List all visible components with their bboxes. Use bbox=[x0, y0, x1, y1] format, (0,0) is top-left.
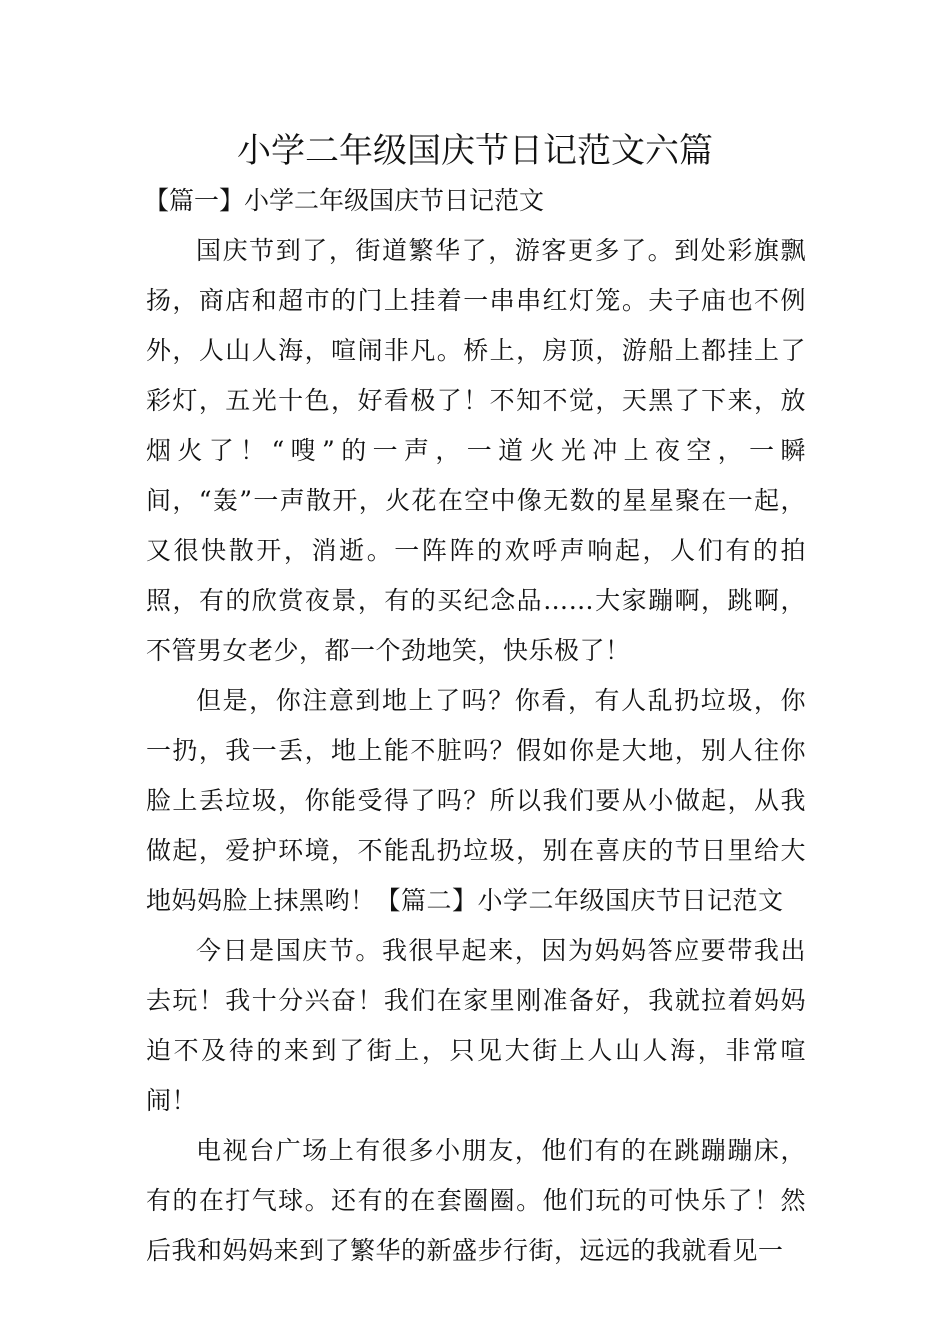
paragraph-2: 但是，你注意到地上了吗？你看，有人乱扔垃圾，你一扔，我一丢，地上能不脏吗？假如你是大地，别人往你脸上丢垃圾，你能受得了吗？所以我们要从小做起，从我做起，爱护环境，不能乱扔垃圾，别在喜庆的节日里给大地妈妈脸上抹黑哟！【篇二】小学二年级国庆节日记范文 bbox=[146, 686, 806, 915]
paragraph-4: 电视台广场上有很多小朋友，他们有的在跳蹦蹦床，有的在打气球。还有的在套圈圈。他们玩的可快乐了！然后我和妈妈来到了繁华的新盛步行街，远远的我就看见一 bbox=[146, 1136, 806, 1265]
paragraph-1: 国庆节到了，街道繁华了，游客更多了。到处彩旗飘扬，商店和超市的门上挂着一串串红灯笼。夫子庙也不例外，人山人海，喧闹非凡。桥上，房顶，游船上都挂上了彩灯，五光十色，好看极了！不知不觉，天黑了下来，放烟火了！“嗖”的一声，一道火光冲上夜空，一瞬间，“轰”一声散开，火花在空中像无数的星星聚在一起，又很快散开，消逝。一阵阵的欢呼声响起，人们有的拍照，有的欣赏夜景，有的买纪念品……大家蹦啊，跳啊，不管男女老少，都一个劲地笑，快乐极了！ bbox=[146, 236, 806, 665]
document-body bbox=[146, 176, 806, 1276]
section-heading-1: 【篇一】小学二年级国庆节日记范文 bbox=[144, 186, 545, 215]
document-title: 小学二年级国庆节日记范文六篇 bbox=[237, 131, 713, 171]
paragraph-3: 今日是国庆节。我很早起来，因为妈妈答应要带我出去玩！我十分兴奋！我们在家里刚准备好，我就拉着妈妈迫不及待的来到了街上，只见大街上人山人海，非常喧闹！ bbox=[146, 936, 806, 1115]
